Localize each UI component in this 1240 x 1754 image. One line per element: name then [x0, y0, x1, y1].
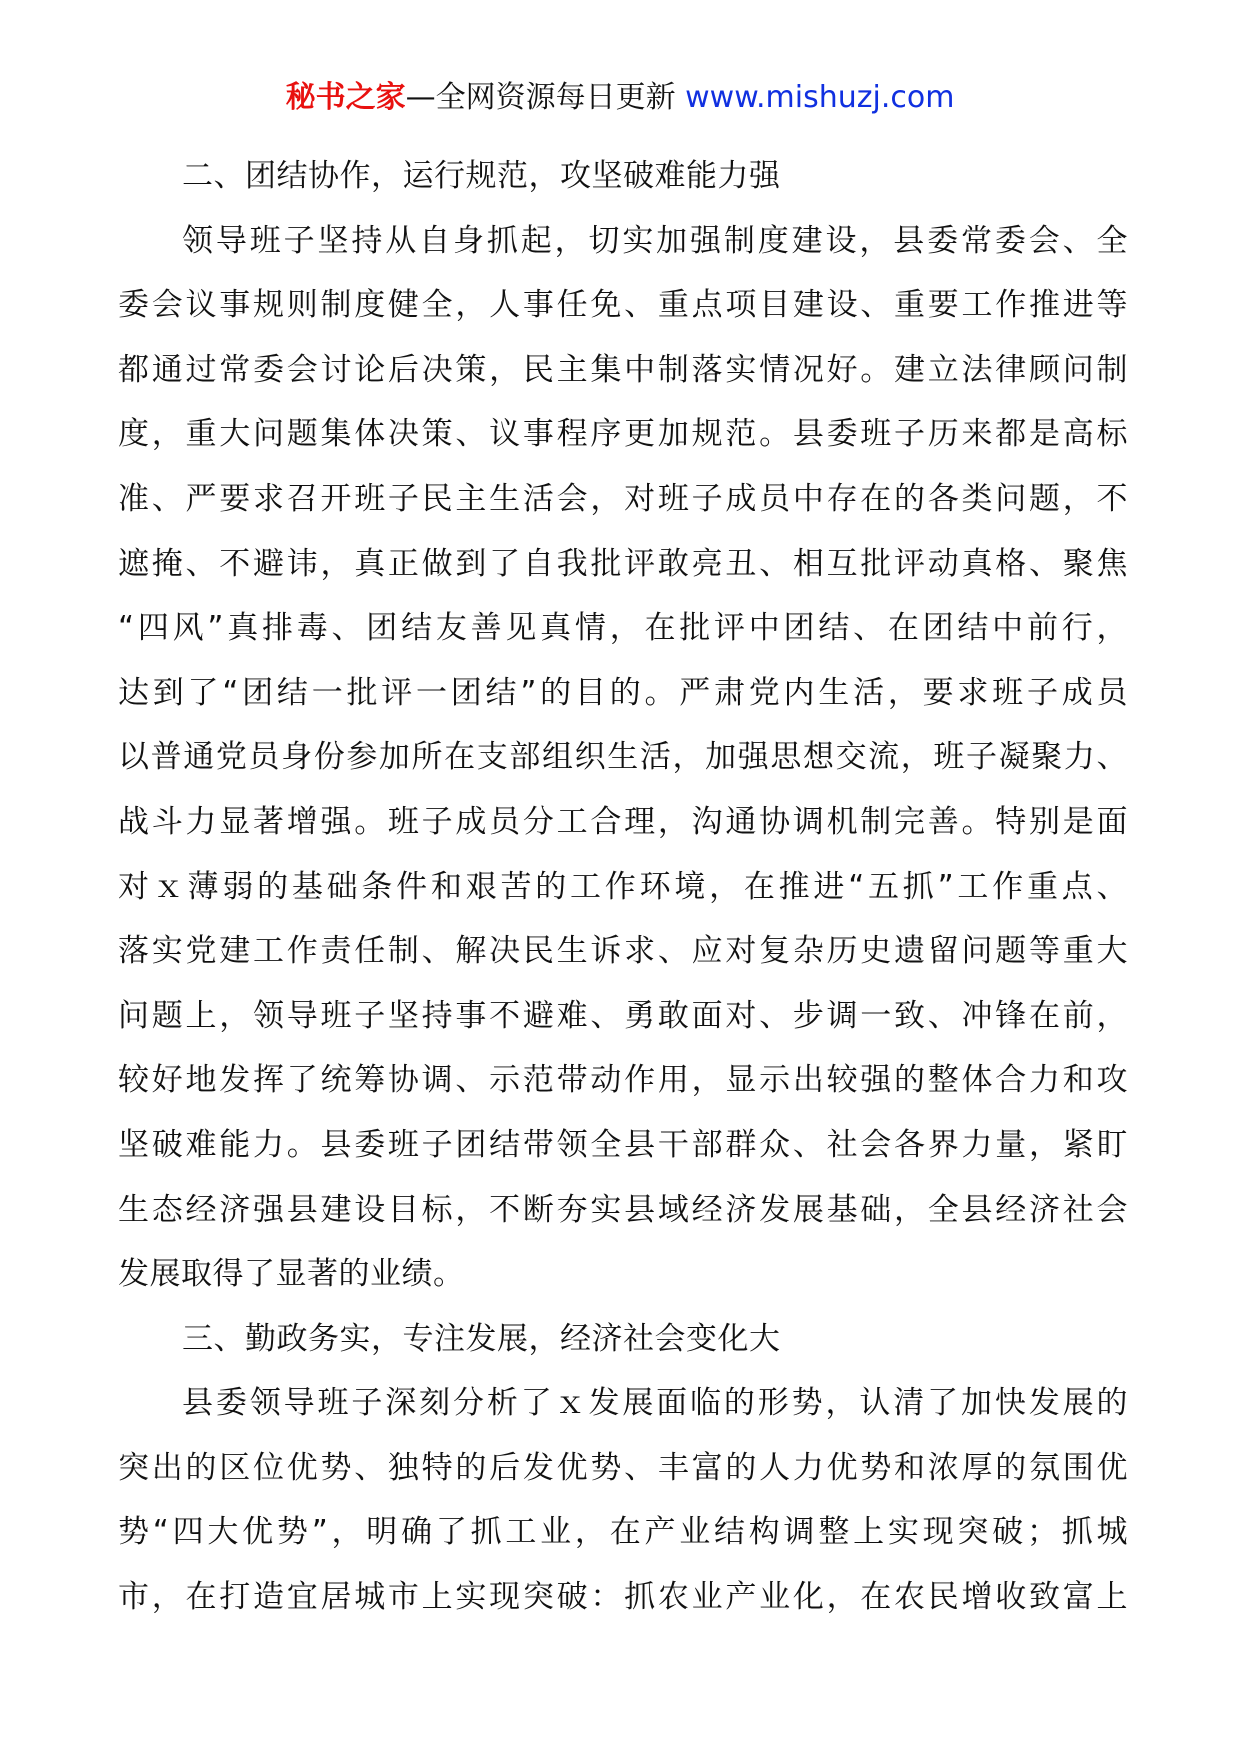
paragraph-line: 市，在打造宜居城市上实现突破：抓农业产业化，在农民增收致富上 [118, 1579, 1128, 1616]
section-heading-3: 三、勤政务实，专注发展，经济社会变化大 [182, 1320, 781, 1357]
paragraph-line: 对ｘ薄弱的基础条件和艰苦的工作环境，在推进“五抓”工作重点、 [118, 868, 1128, 905]
paragraph-line: 都通过常委会讨论后决策，民主集中制落实情况好。建立法律顾问制 [118, 351, 1128, 388]
paragraph-line: 遮掩、不避讳，真正做到了自我批评敢亮丑、相互批评动真格、聚焦 [118, 545, 1128, 582]
paragraph-line: “四风”真排毒、团结友善见真情，在批评中团结、在团结中前行， [118, 610, 1128, 647]
paragraph-line: 落实党建工作责任制、解决民生诉求、应对复杂历史遗留问题等重大 [118, 933, 1128, 970]
paragraph-line: 较好地发挥了统筹协调、示范带动作用，显示出较强的整体合力和攻 [118, 1062, 1128, 1099]
paragraph-line: 领导班子坚持从自身抓起，切实加强制度建设，县委常委会、全 [182, 222, 1128, 259]
paragraph-line: 委会议事规则制度健全，人事任免、重点项目建设、重要工作推进等 [118, 287, 1128, 324]
paragraph-line: 度，重大问题集体决策、议事程序更加规范。县委班子历来都是高标 [118, 416, 1128, 453]
site-banner [0, 78, 1240, 118]
paragraph-line: 达到了“团结一批评一团结”的目的。严肃党内生活，要求班子成员 [118, 674, 1128, 711]
site-url[interactable]: www.mishuzj.com [685, 80, 955, 115]
section-heading-2: 二、团结协作，运行规范，攻坚破难能力强 [182, 158, 781, 194]
paragraph-line: 生态经济强县建设目标，不断夯实县域经济发展基础，全县经济社会 [118, 1191, 1128, 1228]
paragraph-line: 战斗力显著增强。班子成员分工合理，沟通协调机制完善。特别是面 [118, 803, 1128, 840]
paragraph-line: 以普通党员身份参加所在支部组织生活，加强思想交流，班子凝聚力、 [118, 739, 1128, 776]
paragraph-line: 县委领导班子深刻分析了ｘ发展面临的形势，认清了加快发展的 [182, 1385, 1128, 1422]
paragraph-line: 发展取得了显著的业绩。 [118, 1256, 465, 1293]
paragraph-line: 突出的区位优势、独特的后发优势、丰富的人力优势和浓厚的氛围优 [118, 1449, 1128, 1486]
banner-tagline: —全网资源每日更新 [405, 80, 686, 115]
brand-name: 秘书之家 [285, 80, 406, 115]
paragraph-line: 准、严要求召开班子民主生活会，对班子成员中存在的各类问题，不 [118, 480, 1128, 517]
paragraph-line: 坚破难能力。县委班子团结带领全县干部群众、社会各界力量，紧盯 [118, 1126, 1128, 1163]
paragraph-line: 问题上，领导班子坚持事不避难、勇敢面对、步调一致、冲锋在前， [118, 997, 1128, 1034]
document-body [118, 144, 1128, 1630]
paragraph-line: 势“四大优势”，明确了抓工业，在产业结构调整上实现突破；抓城 [118, 1514, 1128, 1551]
